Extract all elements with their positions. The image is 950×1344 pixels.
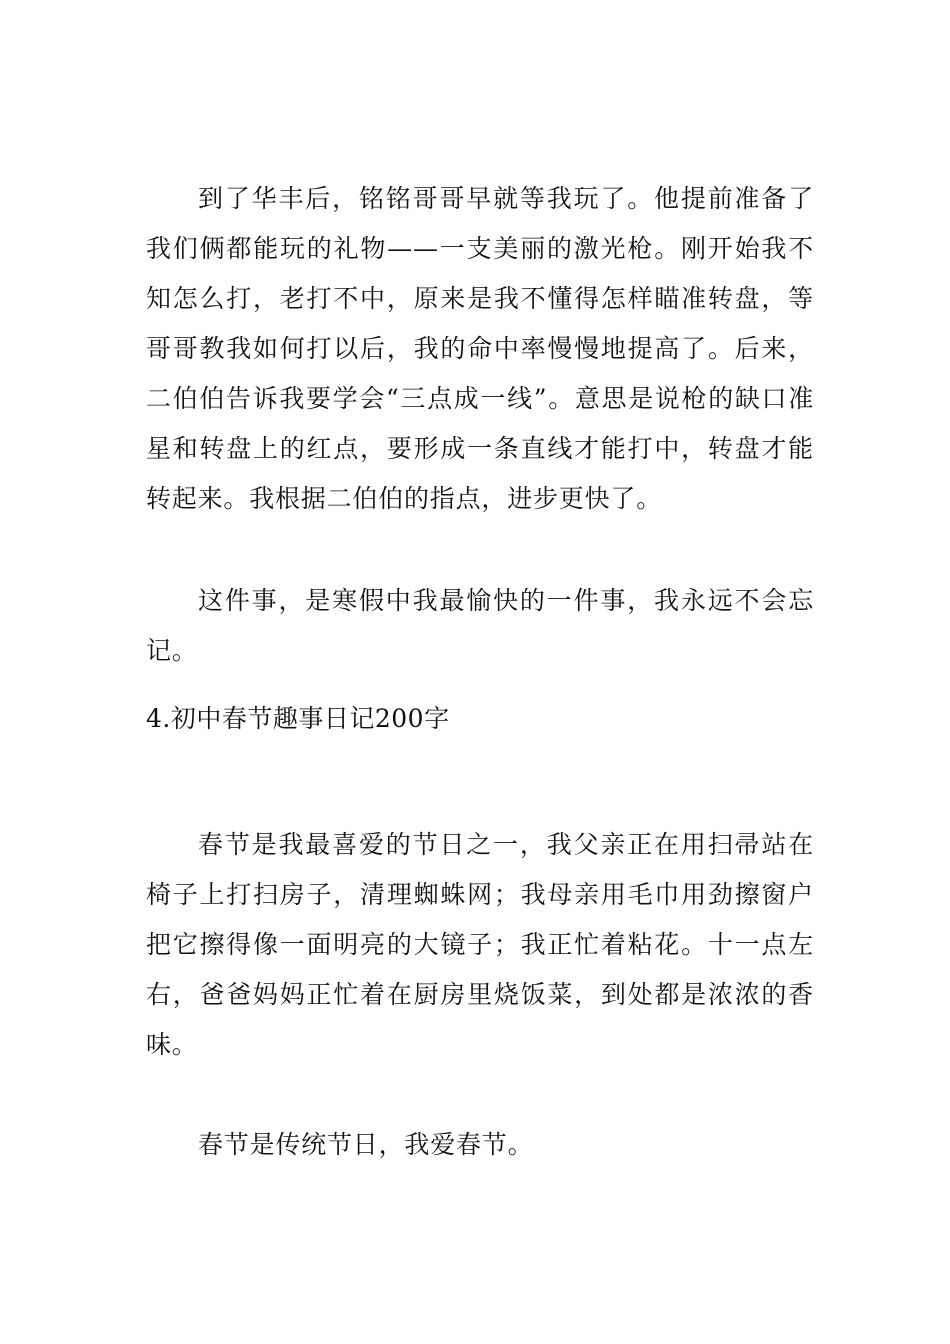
section-heading: 4.初中春节趣事日记200字 [146, 704, 450, 733]
paragraph-laser-gun: 到了华丰后，铭铭哥哥早就等我玩了。他提前准备了我们俩都能玩的礼物——一支美丽的激光枪。刚开始我不知怎么打，老打不中，原来是我不懂得怎样瞄准转盘，等哥哥教我如何打以后，我的命中率慢慢地提高了。后来，二伯伯告诉我要学会“三点成一线”。意思是说枪的缺口准星和转盘上的红点，要形成一条直线才能打中，转盘才能转起来。我根据二伯伯的指点，进步更快了。 [146, 184, 814, 513]
paragraph-winter-break: 这件事，是寒假中我最愉快的一件事，我永远不会忘记。 [146, 586, 814, 665]
paragraph-spring-festival-closing: 春节是传统节日，我爱春节。 [198, 1130, 534, 1159]
paragraph-spring-festival-cleaning: 春节是我最喜爱的节日之一，我父亲正在用扫帚站在椅子上打扫房子，清理蜘蛛网；我母亲用毛巾用劲擦窗户把它擦得像一面明亮的大镜子；我正忙着粘花。十一点左右，爸爸妈妈正忙着在厨房里烧饭菜，到处都是浓浓的香味。 [146, 830, 814, 1059]
